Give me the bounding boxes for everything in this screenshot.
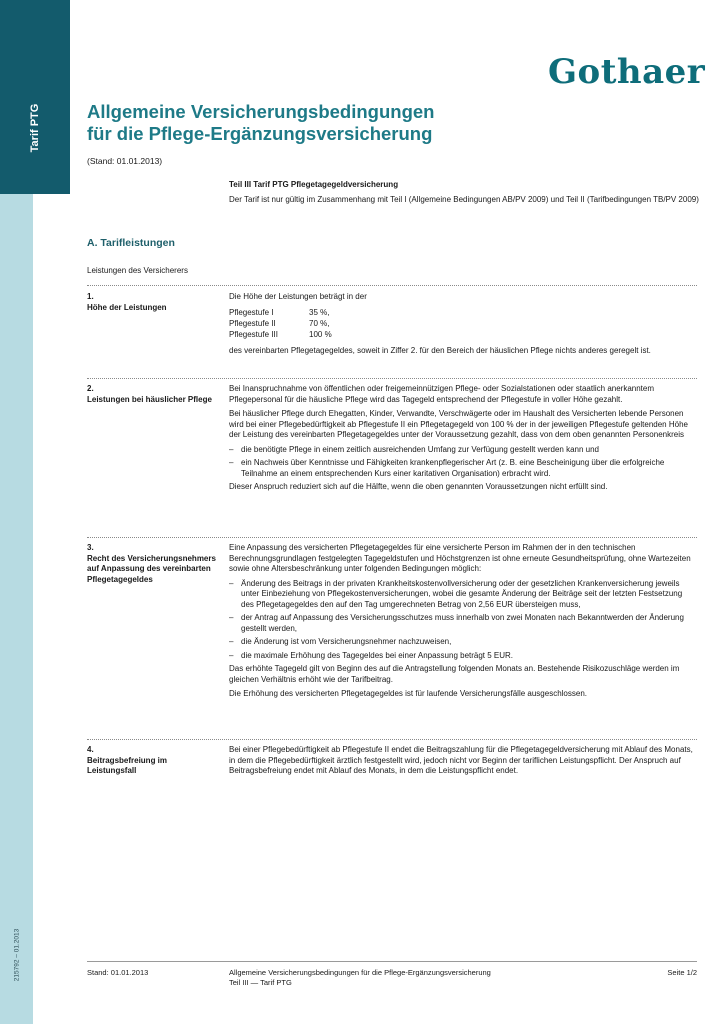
pflegestufe-value: 100 % — [309, 329, 332, 339]
section-4-number: 4. — [87, 745, 94, 754]
pflegestufe-row — [229, 318, 697, 329]
list-item — [229, 458, 697, 479]
section-4 — [87, 745, 697, 805]
section-2-title: Leistungen bei häuslicher Pflege — [87, 394, 212, 404]
section-a-subheading: Leistungen des Versicherers — [87, 266, 188, 275]
list-item-text: die Änderung ist vom Versicherungsnehmer nachzuweisen, — [241, 637, 452, 646]
side-tab-label: Tarif PTG — [29, 103, 41, 153]
footer-page-number: Seite 1/2 — [667, 968, 697, 977]
footer-stand: Stand: 01.01.2013 — [87, 968, 149, 977]
pflegestufe-name: Pflegestufe III — [229, 329, 278, 339]
section-2-paragraph: Dieser Anspruch reduziert sich auf die Hälfte, wenn die oben genannten Voraussetzungen nicht erfüllt sind. — [229, 482, 608, 491]
section-3-paragraph: Das erhöhte Tagegeld gilt von Beginn des auf die Antragstellung folgenden Monats an. Bestehende Risikozuschläge werden im gleichen Verhältnis erhöht wie der Tarifbeitrag. — [229, 664, 680, 684]
list-item — [229, 579, 697, 611]
section-3-label — [87, 543, 217, 585]
list-item — [229, 651, 697, 662]
divider — [87, 739, 697, 740]
dash-bullet: – — [229, 650, 234, 660]
pflegestufe-value: 35 %, — [309, 307, 330, 317]
dash-bullet: – — [229, 444, 234, 454]
pflegestufe-row — [229, 329, 697, 340]
pflegestufe-row — [229, 307, 697, 318]
section-1-body — [229, 292, 697, 360]
list-item — [229, 445, 697, 456]
list-item-text: der Antrag auf Anpassung des Versicherungsschutzes muss innerhalb von zwei Monaten nach Bekanntwerden der Änderung gestellt werden, — [241, 613, 684, 633]
divider — [87, 285, 697, 286]
section-4-paragraph: Bei einer Pflegebedürftigkeit ab Pflegestufe II endet die Beitragszahlung für die Pflegetagegeldversicherung mit Ablauf des Monats, in dem die Pflegebedürftigkeit ärztlich festgestellt wird, jedoch nicht vor Beginn der tariflichen Leistungspflicht. Der Anspruch auf Beitragsbefreiung endet mit Ablauf des Monats, in dem die Leistungspflicht endet. — [229, 745, 693, 775]
section-1-label — [87, 292, 217, 313]
page-title — [87, 101, 547, 145]
section-4-label — [87, 745, 217, 777]
section-4-body — [229, 745, 697, 781]
divider — [87, 537, 697, 538]
list-item-text: die maximale Erhöhung des Tagegeldes bei einer Anpassung beträgt 5 EUR. — [241, 650, 514, 660]
list-item-text: ein Nachweis über Kenntnisse und Fähigkeiten krankenpflegerischer Art (z. B. eine Bescheinigung über die erfolgreiche Teilnahme an einem entsprechenden Kurs einer karitativen Organisation) erbracht wird. — [241, 458, 665, 478]
pflegestufe-value: 70 %, — [309, 318, 330, 328]
section-1-title: Höhe der Leistungen — [87, 302, 167, 312]
divider — [87, 378, 697, 379]
section-1 — [87, 292, 697, 372]
section-2-paragraph: Bei Inanspruchnahme von öffentlichen oder freigemeinnützigen Pflege- oder Sozialstationen oder staatlich anerkanntem Pflegepersonal für die häusliche Pflege wird das Tagegeld entsprechend der Pflegestufe in voller Höhe gezahlt. — [229, 384, 655, 404]
list-item — [229, 637, 697, 648]
section-3-title: Recht des Versicherungsnehmers auf Anpassung des vereinbarten Pflegetagegeldes — [87, 553, 216, 584]
section-3-paragraph: Die Erhöhung des versicherten Pflegetagegeldes ist für laufende Versicherungsfälle ausgeschlossen. — [229, 689, 587, 698]
section-3 — [87, 543, 697, 738]
footer-document — [229, 968, 609, 988]
pflegestufe-name: Pflegestufe I — [229, 307, 274, 317]
section-2-paragraph: Bei häuslicher Pflege durch Ehegatten, Kinder, Verwandte, Verschwägerte oder im Haushalt des Versicherten lebende Personen wird bei einer Pflegebedürftigkeit ab Pflegestufe II ein Pflegetagegeld von 100 % der in der jeweiligen Pflegestufe geltenden Höhe der Leistung des vereinbarten Pflegetagegeldes unter der Voraussetzung gezahlt, dass von dem oben genannten Personenkreis — [229, 409, 688, 439]
section-1-number: 1. — [87, 292, 94, 301]
section-2-label — [87, 384, 217, 405]
dash-bullet: – — [229, 578, 234, 588]
section-2-number: 2. — [87, 384, 94, 393]
pflegestufe-list — [229, 307, 697, 340]
footer-doc-title: Allgemeine Versicherungsbedingungen für die Pflege-Ergänzungsversicherung — [229, 968, 491, 977]
section-2-body — [229, 384, 697, 497]
list-item-text: Änderung des Beitrags in der privaten Krankheitskostenvollversicherung oder der gesetzlichen Krankenversicherung jeweils unter Einbeziehung von Pflegekostenversicherungen, wobei die gesamte Änderung der Beiträge seit der letzten Festsetzung des Pflegetagegeldes den auf den Tag umgerechneten Betrag von 2,56 EUR übersteigen muss, — [241, 578, 683, 609]
intro-text: Der Tarif ist nur gültig im Zusammenhang mit Teil I (Allgemeine Bedingungen AB/PV 2009) und Teil II (Tarifbedingungen TB/PV 2009) — [229, 194, 699, 204]
section-3-number: 3. — [87, 543, 94, 552]
list-item — [229, 613, 697, 634]
intro-heading: Teil III Tarif PTG Pflegetagegeldversicherung — [229, 180, 399, 189]
stand-date: (Stand: 01.01.2013) — [87, 156, 163, 166]
section-2 — [87, 384, 697, 534]
title-line-2: für die Pflege-Ergänzungsversicherung — [87, 123, 433, 144]
list-item-text: die benötigte Pflege in einem zeitlich ausreichenden Umfang zur Verfügung gestellt werden kann und — [241, 444, 600, 454]
section-1-intro: Die Höhe der Leistungen beträgt in der — [229, 292, 367, 301]
pflegestufe-name: Pflegestufe II — [229, 318, 276, 328]
dash-bullet: – — [229, 613, 234, 622]
dash-bullet: – — [229, 637, 234, 646]
title-line-1: Allgemeine Versicherungsbedingungen — [87, 101, 435, 122]
section-3-body — [229, 543, 697, 704]
side-tab — [0, 0, 70, 194]
footer-divider — [87, 961, 697, 962]
section-1-text: des vereinbarten Pflegetagegeldes, soweit in Ziffer 2. für den Bereich der häuslichen Pflege nichts anderes geregelt ist. — [229, 345, 651, 355]
dash-bullet: – — [229, 458, 234, 467]
section-a-heading: A. Tarifleistungen — [87, 237, 175, 249]
section-3-paragraph: Eine Anpassung des versicherten Pflegetagegeldes für eine versicherte Person im Rahmen der in den technischen Berechnungsgrundlagen festgelegten Tagegeldstufen und Höchstgrenzen ist ohne erneute Gesundheitsprüfung, ohne Wartezeiten sowie ohne Altersbeschränkung unter folgenden Bedingungen möglich: — [229, 543, 691, 573]
footer-doc-part: Teil III — Tarif PTG — [229, 978, 292, 987]
intro-block — [229, 180, 699, 205]
section-4-title: Beitragsbefreiung im Leistungsfall — [87, 755, 168, 775]
document-code: 215792 – 01.2013 — [13, 928, 21, 982]
gothaer-logo: Gothaer — [548, 52, 706, 92]
